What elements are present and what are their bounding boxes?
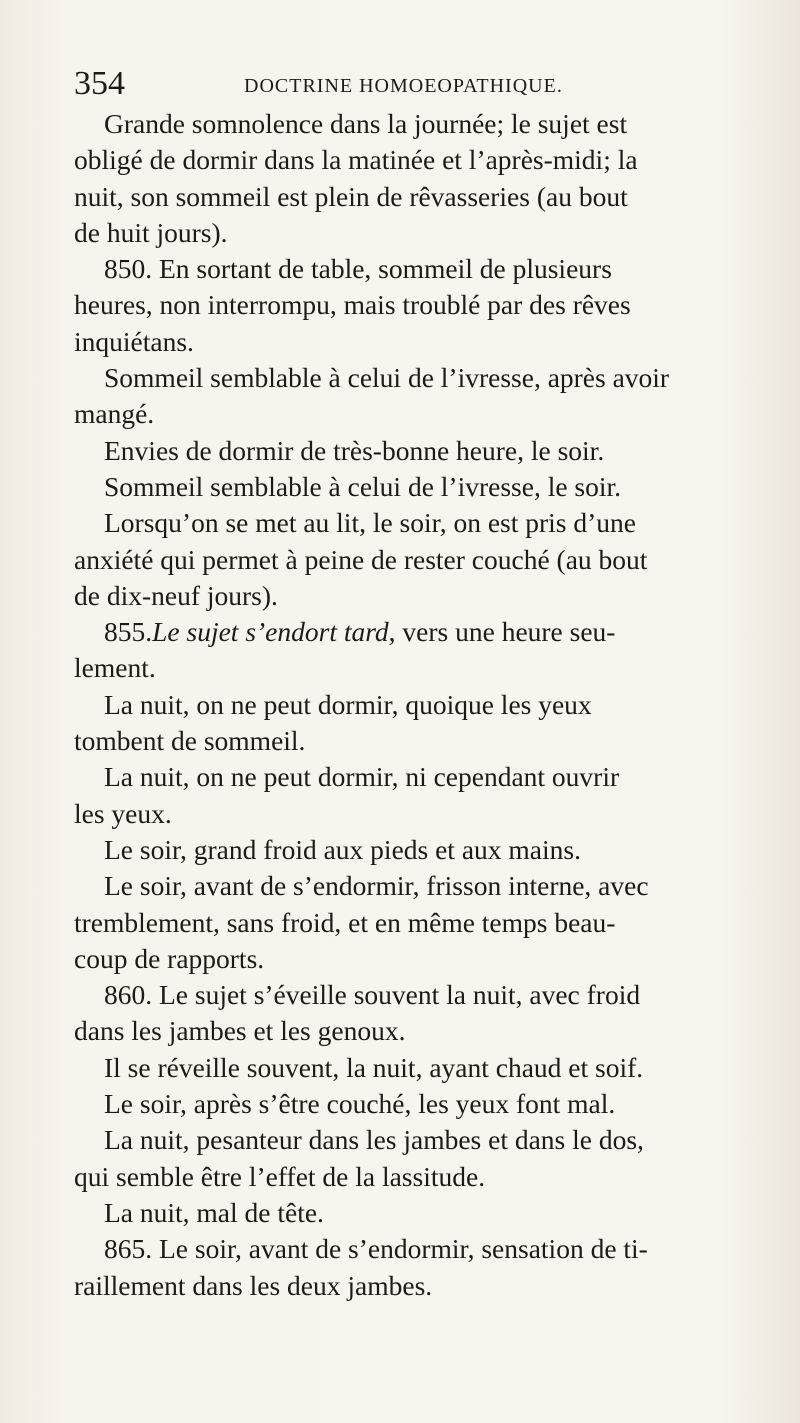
text-line: mangé. xyxy=(74,398,155,430)
text-line: de dix-neuf jours). xyxy=(74,579,278,611)
page-number: 354 xyxy=(74,65,125,102)
text-line: de huit jours). xyxy=(74,216,228,248)
text-line: Le soir, grand froid aux pieds et aux mains. xyxy=(104,833,581,865)
running-title: DOCTRINE HOMOEOPATHIQUE. xyxy=(244,75,563,97)
text-line: Sommeil semblable à celui de l’ivresse, après avoir xyxy=(104,362,670,394)
text-line: Le soir, après s’être couché, les yeux font mal. xyxy=(104,1088,616,1120)
text-line: obligé de dormir dans la matinée et l’après-midi; la xyxy=(74,144,638,176)
text-line: lement. xyxy=(74,652,156,684)
text-line: nuit, son sommeil est plein de rêvasseries (au bout xyxy=(74,180,628,212)
italic-phrase: Le sujet s’endort tard xyxy=(152,616,389,648)
text-line: qui semble être l’effet de la lassitude. xyxy=(74,1160,486,1192)
text-line: La nuit, on ne peut dormir, ni cependant ouvrir xyxy=(104,761,620,793)
text-line: 865. Le soir, avant de s’endormir, sensation de ti- xyxy=(104,1233,648,1265)
text-line: Grande somnolence dans la journée; le sujet est xyxy=(104,108,628,139)
text-line: anxiété qui permet à peine de rester couché (au bout xyxy=(74,543,648,575)
page-header xyxy=(74,62,764,106)
text-line: Le soir, avant de s’endormir, frisson interne, avec xyxy=(104,870,649,902)
text-line: heures, non interrompu, mais troublé par des rêves xyxy=(74,289,631,321)
text-line: Lorsqu’on se met au lit, le soir, on est pris d’une xyxy=(104,507,636,539)
body-text xyxy=(74,106,764,1304)
text-line: les yeux. xyxy=(74,797,172,829)
text-line: tremblement, sans froid, et en même temps beau- xyxy=(74,906,616,938)
text-line: Il se réveille souvent, la nuit, ayant chaud et soif. xyxy=(104,1051,644,1083)
text-line: raillement dans les deux jambes. xyxy=(74,1269,433,1301)
text-line: La nuit, pesanteur dans les jambes et dans le dos, xyxy=(104,1124,644,1156)
text-line: 855. Le sujet s’endort tard , vers une heure seu- xyxy=(74,614,764,650)
text-line: dans les jambes et les genoux. xyxy=(74,1015,406,1047)
text-line: 850. En sortant de table, sommeil de plusieurs xyxy=(104,253,612,285)
text-line: coup de rapports. xyxy=(74,942,265,974)
text-line: 860. Le sujet s’éveille souvent la nuit, avec froid xyxy=(104,979,641,1011)
text-line: inquiétans. xyxy=(74,325,194,357)
text-line: tombent de sommeil. xyxy=(74,725,306,757)
text-line: Sommeil semblable à celui de l’ivresse, le soir. xyxy=(104,470,622,502)
text-line: La nuit, mal de tête. xyxy=(104,1196,324,1228)
text-line: La nuit, on ne peut dormir, quoique les yeux xyxy=(104,688,592,720)
text-line: Envies de dormir de très-bonne heure, le soir. xyxy=(104,434,605,466)
